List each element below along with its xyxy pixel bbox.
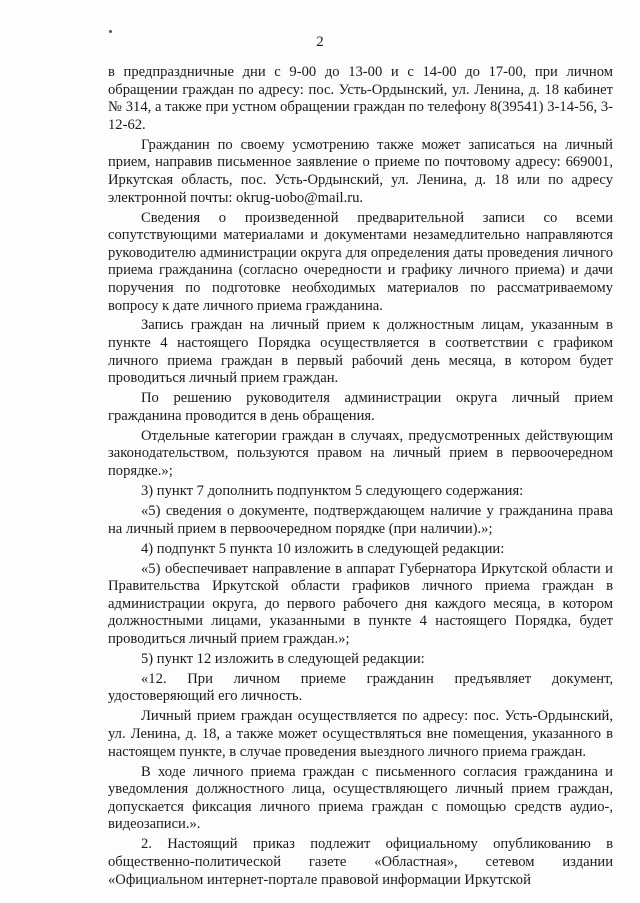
- paragraph: В ходе личного приема граждан с письменного согласия гражданина и уведомления должностного лица, осуществляющего личный прием граждан, допускается фиксация личного приема граждан с помощью средств аудио-, видеозаписи.».: [108, 763, 613, 833]
- paragraph: Гражданин по своему усмотрению также может записаться на личный прием, направив письменное заявление о приеме по почтовому адресу: 669001, Иркутская область, пос. Усть-Ордынский, ул. Ленина, д. 18 или по адресу электронной почты: okrug-uobo@mail.ru.: [108, 136, 613, 206]
- document-body: [108, 64, 613, 892]
- paragraph: «12. При личном приеме гражданин предъявляет документ, удостоверяющий его личность.: [108, 670, 613, 705]
- paragraph: «5) сведения о документе, подтверждающем наличие у гражданина права на личный прием в первоочередном порядке (при наличии).»;: [108, 502, 613, 537]
- paragraph: «5) обеспечивает направление в аппарат Губернатора Иркутской области и Правительства Иркутской области графиков личного приема граждан в администрации округа, до первого рабочего дня каждого месяца, в котором должностными лицами, указанными в пункте 4 настоящего Порядка, будет проводиться личный прием граждан.»;: [108, 560, 613, 647]
- paragraph: По решению руководителя администрации округа личный прием гражданина проводится в день обращения.: [108, 390, 613, 424]
- paragraph: 5) пункт 12 изложить в следующей редакции:: [141, 650, 425, 667]
- paragraph: 3) пункт 7 дополнить подпунктом 5 следующего содержания:: [141, 483, 524, 499]
- scan-speck: [109, 30, 112, 33]
- paragraph: в предпраздничные дни с 9-00 до 13-00 и с 14-00 до 17-00, при личном обращении граждан по адресу: пос. Усть-Ордынский, ул. Ленина, д. 18 кабинет № 314, а также при устном обращении граждан по телефону 8(39541) 3-14-56, 3-12-62.: [108, 64, 613, 133]
- paragraph: Запись граждан на личный прием к должностным лицам, указанным в пункте 4 настоящего Порядка осуществляется в соответствии с графиком личного приема граждан в первый рабочий день месяца, в котором будет проводиться личный прием граждан.: [108, 317, 613, 387]
- paragraph: Отдельные категории граждан в случаях, предусмотренных действующим законодательством, пользуются правом на личный прием в первоочередном порядке.»;: [108, 427, 613, 480]
- paragraph: 2. Настоящий приказ подлежит официальному опубликованию в общественно-политической газете «Областная», сетевом издании «Официальном интернет-портале правовой информации Иркутской: [108, 836, 613, 888]
- paragraph: Сведения о произведенной предварительной записи со всеми сопутствующими материалами и документами незамедлительно направляются руководителю администрации округа для определения даты проведения личного приема гражданина (согласно очередности и графику личного приема) и дачи поручения по подготовке необходимых материалов по рассматриваемому вопросу к дате личного приема гражданина.: [108, 209, 613, 314]
- page-number: 2: [316, 34, 324, 50]
- paragraph: 4) подпункт 5 пункта 10 изложить в следующей редакции:: [141, 540, 505, 557]
- paragraph: Личный прием граждан осуществляется по адресу: пос. Усть-Ордынский, ул. Ленина, д. 18, а также может осуществляться вне помещения, указанного в настоящем пункте, в случае проведения выездного личного приема граждан.: [108, 708, 613, 760]
